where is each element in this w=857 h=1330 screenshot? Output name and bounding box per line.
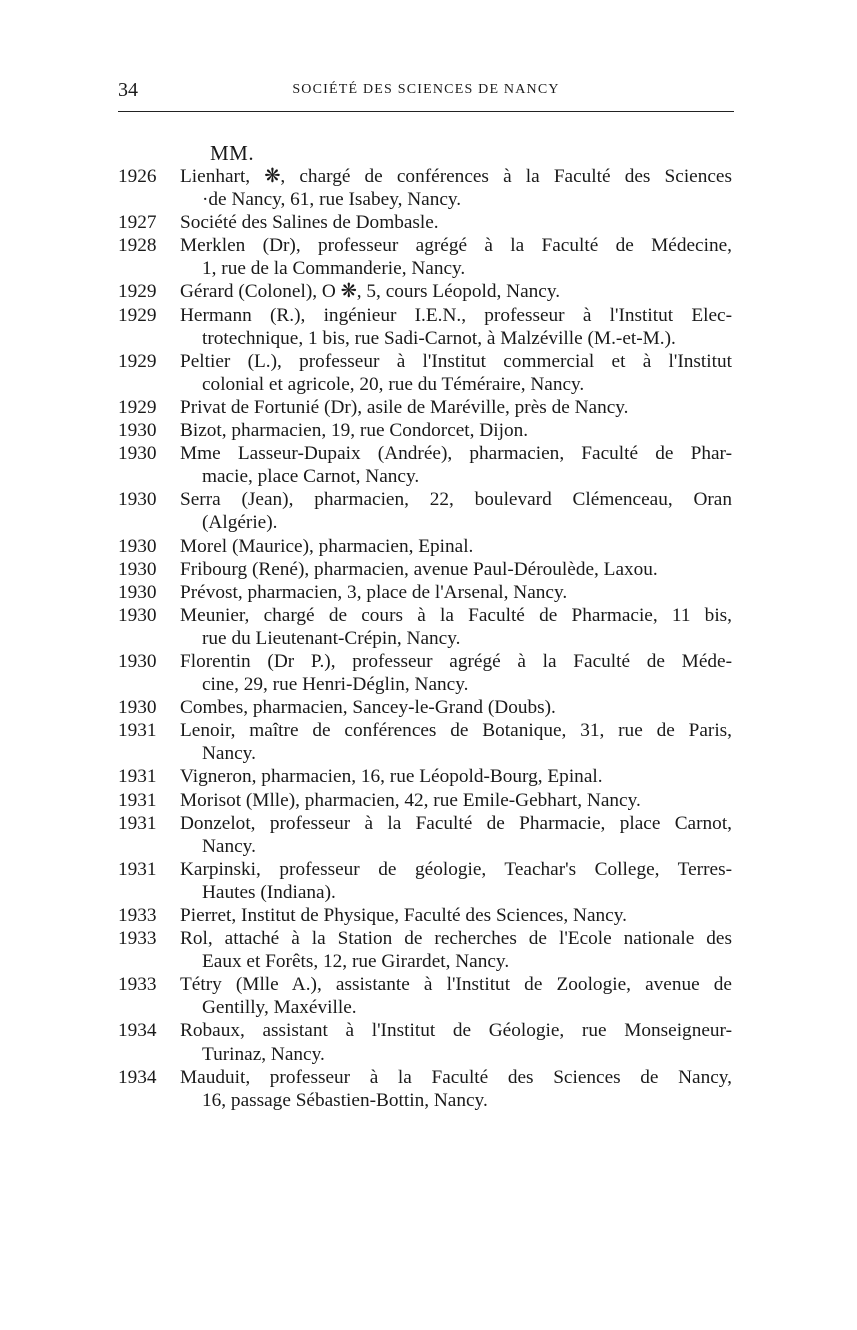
entry-year: 1927: [118, 212, 157, 234]
entry-line: macie, place Carnot, Nancy.: [202, 466, 420, 488]
member-entry: [118, 581, 732, 604]
member-entry: [118, 1019, 732, 1065]
entry-year: 1929: [118, 396, 157, 418]
entry-text: [180, 812, 732, 858]
entry-year: 1930: [118, 697, 157, 719]
entry-line: (Algérie).: [202, 512, 278, 534]
member-entry: [118, 558, 732, 581]
entry-line: rue du Lieutenant-Crépin, Nancy.: [202, 627, 461, 649]
entry-text: [180, 904, 732, 927]
entry-year: 1931: [118, 766, 157, 788]
entry-year: 1928: [118, 235, 157, 257]
member-entry: [118, 211, 732, 234]
entry-line: Morel (Maurice), pharmacien, Epinal.: [180, 535, 474, 557]
member-entry: [118, 858, 732, 904]
entry-line: Hautes (Indiana).: [202, 881, 336, 903]
header-rule: [118, 111, 734, 112]
entry-line: 16, passage Sébastien-Bottin, Nancy.: [202, 1089, 488, 1111]
entry-line: Prévost, pharmacien, 3, place de l'Arsenal, Nancy.: [180, 581, 568, 603]
member-entry: [118, 535, 732, 558]
entry-line: Nancy.: [202, 743, 256, 765]
entry-text: [180, 719, 732, 765]
member-entry: [118, 696, 732, 719]
entry-year: 1931: [118, 789, 157, 811]
entry-line: Turinaz, Nancy.: [202, 1043, 325, 1065]
entry-line: Rol, attaché à la Station de recherches de l'Ecole nationale des: [180, 928, 732, 950]
entry-text: [180, 581, 732, 604]
entry-line: Vigneron, pharmacien, 16, rue Léopold-Bourg, Epinal.: [180, 766, 603, 788]
entry-line: Mme Lasseur-Dupaix (Andrée), pharmacien, Faculté de Phar-: [180, 443, 732, 465]
running-title: SOCIÉTÉ DES SCIENCES DE NANCY: [292, 82, 560, 97]
entry-text: [180, 558, 732, 581]
entry-year: 1930: [118, 443, 157, 465]
entry-line: trotechnique, 1 bis, rue Sadi-Carnot, à Malzéville (M.-et-M.).: [202, 327, 676, 349]
entry-line: Serra (Jean), pharmacien, 22, boulevard Clémenceau, Oran: [180, 489, 732, 511]
entry-line: Combes, pharmacien, Sancey-le-Grand (Doubs).: [180, 697, 556, 719]
entry-line: Pierret, Institut de Physique, Faculté des Sciences, Nancy.: [180, 905, 627, 926]
entry-text: [180, 234, 732, 280]
entry-text: [180, 650, 732, 696]
entry-line: Tétry (Mlle A.), assistante à l'Institut de Zoologie, avenue de: [180, 974, 732, 996]
entry-line: 1, rue de la Commanderie, Nancy.: [202, 258, 466, 280]
entry-year: 1930: [118, 558, 157, 580]
entry-line: ·de Nancy, 61, rue Isabey, Nancy.: [202, 189, 462, 211]
page-header: [118, 78, 734, 108]
entry-text: [180, 765, 732, 788]
entry-line: Mauduit, professeur à la Faculté des Sciences de Nancy,: [180, 1066, 732, 1088]
entry-text: [180, 696, 732, 719]
member-entry: [118, 604, 732, 650]
entry-year: 1933: [118, 928, 157, 950]
page-number: 34: [118, 79, 138, 101]
entry-line: Morisot (Mlle), pharmacien, 42, rue Emile-Gebhart, Nancy.: [180, 789, 641, 811]
member-entry: [118, 234, 732, 280]
entry-line: Société des Salines de Dombasle.: [180, 212, 439, 234]
entry-text: [180, 442, 732, 488]
member-entry: [118, 442, 732, 488]
entry-line: colonial et agricole, 20, rue du Téméraire, Nancy.: [202, 373, 585, 395]
entry-text: [180, 789, 732, 812]
entry-text: [180, 604, 732, 650]
entry-line: Fribourg (René), pharmacien, avenue Paul-Déroulède, Laxou.: [180, 558, 658, 580]
entry-line: Hermann (R.), ingénieur I.E.N., professeur à l'Institut Elec-: [180, 304, 732, 326]
member-entry: [118, 304, 732, 350]
entry-year: 1929: [118, 350, 157, 372]
entry-line: Gérard (Colonel), O ❋, 5, cours Léopold, Nancy.: [180, 281, 561, 303]
entry-year: 1930: [118, 650, 157, 672]
entry-text: [180, 858, 732, 904]
member-entry: [118, 350, 732, 396]
member-entry: [118, 927, 732, 973]
entry-year: 1931: [118, 720, 157, 742]
member-entry: [118, 1066, 732, 1112]
entry-year: 1929: [118, 281, 157, 303]
entry-year: 1931: [118, 858, 157, 880]
entry-line: Florentin (Dr P.), professeur agrégé à la Faculté de Méde-: [180, 650, 732, 672]
entry-text: [180, 927, 732, 973]
entry-year: 1933: [118, 974, 157, 996]
entry-year: 1931: [118, 812, 157, 834]
member-list: [118, 165, 732, 1112]
entry-line: Privat de Fortunié (Dr), asile de Maréville, près de Nancy.: [180, 396, 629, 418]
entry-year: 1930: [118, 581, 157, 603]
entry-line: Nancy.: [202, 835, 256, 857]
entry-text: [180, 280, 732, 303]
entry-year: 1930: [118, 604, 157, 626]
entry-line: Merklen (Dr), professeur agrégé à la Faculté de Médecine,: [180, 235, 732, 257]
member-entry: [118, 488, 732, 534]
entry-line: Lenoir, maître de conférences de Botanique, 31, rue de Paris,: [180, 720, 732, 742]
entry-text: [180, 165, 732, 211]
member-entry: [118, 973, 732, 1019]
entry-line: Karpinski, professeur de géologie, Teachar's College, Terres-: [180, 858, 732, 880]
entry-line: Donzelot, professeur à la Faculté de Pharmacie, place Carnot,: [180, 812, 732, 834]
entry-text: [180, 350, 732, 396]
entry-year: 1933: [118, 905, 157, 926]
entry-text: [180, 1066, 732, 1112]
member-entry: [118, 904, 732, 927]
honorific-heading: MM.: [210, 141, 255, 165]
entry-line: Gentilly, Maxéville.: [202, 997, 357, 1019]
entry-year: 1934: [118, 1020, 157, 1042]
entry-year: 1930: [118, 535, 157, 557]
entry-year: 1926: [118, 166, 157, 187]
entry-text: [180, 1019, 732, 1065]
entry-line: Bizot, pharmacien, 19, rue Condorcet, Dijon.: [180, 420, 529, 442]
member-entry: [118, 812, 732, 858]
entry-text: [180, 211, 732, 234]
entry-text: [180, 304, 732, 350]
member-entry: [118, 789, 732, 812]
entry-line: Meunier, chargé de cours à la Faculté de Pharmacie, 11 bis,: [180, 604, 732, 626]
entry-line: cine, 29, rue Henri-Déglin, Nancy.: [202, 674, 469, 696]
member-entry: [118, 719, 732, 765]
entry-text: [180, 973, 732, 1019]
member-entry: [118, 280, 732, 303]
entry-line: Robaux, assistant à l'Institut de Géologie, rue Monseigneur-: [180, 1020, 732, 1042]
entry-line: Peltier (L.), professeur à l'Institut commercial et à l'Institut: [180, 350, 732, 372]
member-entry: [118, 419, 732, 442]
member-entry: [118, 650, 732, 696]
member-entry: [118, 165, 732, 211]
entry-line: Lienhart, ❋, chargé de conférences à la Faculté des Sciences: [180, 166, 732, 187]
entry-text: [180, 488, 732, 534]
entry-year: 1934: [118, 1066, 157, 1088]
member-entry: [118, 765, 732, 788]
entry-year: 1930: [118, 489, 157, 511]
entry-text: [180, 419, 732, 442]
entry-year: 1930: [118, 420, 157, 442]
member-entry: [118, 396, 732, 419]
entry-line: Eaux et Forêts, 12, rue Girardet, Nancy.: [202, 951, 510, 973]
entry-text: [180, 535, 732, 558]
entry-text: [180, 396, 732, 419]
entry-year: 1929: [118, 304, 157, 326]
